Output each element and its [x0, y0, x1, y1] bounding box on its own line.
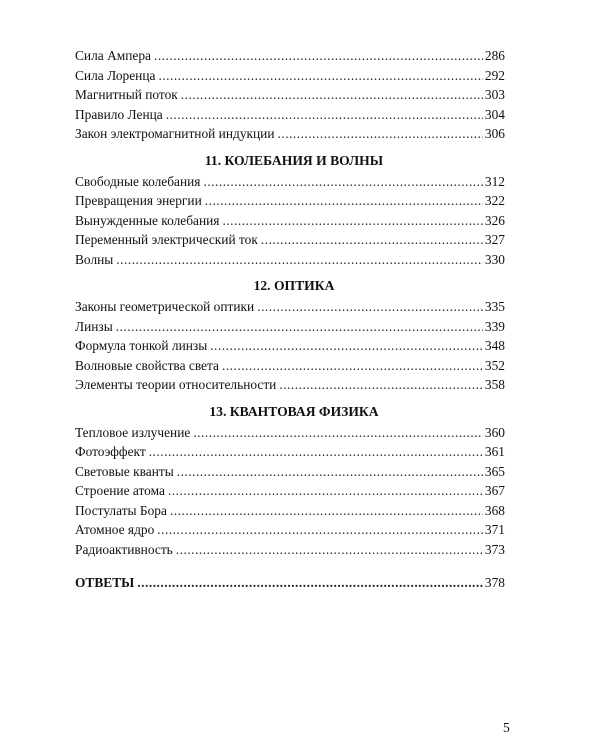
- toc-entry-title: Атомное ядро: [75, 522, 155, 537]
- toc-leader-dots: [205, 191, 483, 211]
- table-of-contents: [75, 46, 505, 593]
- toc-entry-title: Волны: [75, 251, 114, 267]
- toc-entry: [75, 124, 505, 144]
- toc-entry-title: Свободные колебания: [75, 173, 201, 189]
- toc-leader-dots: [158, 66, 482, 86]
- toc-entry-page: 312: [484, 173, 505, 189]
- toc-entry: [75, 356, 505, 376]
- toc-entry-page: 373: [484, 541, 505, 557]
- toc-entry-page: 367: [484, 483, 505, 498]
- toc-entry-page: 322: [484, 193, 505, 208]
- toc-entry-title: Сила Ампера: [75, 48, 151, 63]
- toc-leader-dots: [157, 520, 483, 540]
- toc-entry-page: 339: [484, 318, 505, 334]
- toc-entry-title: ОТВЕТЫ: [75, 575, 135, 590]
- toc-entry-title: Линзы: [75, 318, 113, 334]
- toc-entry: [75, 191, 505, 211]
- toc-entry: [75, 336, 505, 356]
- toc-leader-dots: [166, 105, 483, 125]
- toc-entry-title: Магнитный поток: [75, 87, 178, 102]
- toc-entry: [75, 317, 505, 337]
- toc-entry-page: 330: [484, 251, 505, 267]
- toc-leader-dots: [137, 573, 483, 593]
- toc-entry: [75, 66, 505, 86]
- toc-entry-title: Переменный электрический ток: [75, 232, 258, 247]
- toc-entry-page: 304: [484, 106, 505, 122]
- toc-entry-title: Тепловое излучение: [75, 424, 191, 440]
- toc-entry-title: Световые кванты: [75, 463, 174, 479]
- toc-entry-title: Правило Ленца: [75, 106, 163, 122]
- toc-entry-page: 286: [484, 48, 505, 63]
- section-heading: 12. ОПТИКА: [253, 278, 335, 293]
- toc-entry: [75, 85, 505, 105]
- toc-entry-page: 292: [484, 67, 505, 83]
- toc-leader-dots: [116, 317, 483, 337]
- toc-entry-title: Превращения энергии: [75, 193, 202, 208]
- toc-entry-page: 352: [484, 357, 505, 373]
- toc-entry: [75, 375, 505, 395]
- toc-entry: [75, 105, 505, 125]
- toc-entry: [75, 501, 505, 521]
- toc-entry-page: 306: [484, 126, 505, 141]
- toc-leader-dots: [222, 211, 482, 231]
- toc-entry-title: Сила Лоренца: [75, 67, 156, 83]
- toc-entry: [75, 442, 505, 462]
- toc-entry: [75, 46, 505, 66]
- toc-entry-page: 348: [484, 338, 505, 353]
- toc-leader-dots: [168, 481, 483, 501]
- toc-leader-dots: [154, 46, 483, 66]
- toc-entry-page: 335: [484, 299, 505, 314]
- toc-entry: [75, 481, 505, 501]
- toc-leader-dots: [170, 501, 483, 521]
- toc-leader-dots: [222, 356, 483, 376]
- toc-entry-page: 365: [484, 463, 505, 479]
- section-heading: 11. КОЛЕБАНИЯ И ВОЛНЫ: [204, 152, 384, 168]
- toc-leader-dots: [181, 85, 483, 105]
- toc-entry-page: 361: [484, 444, 505, 459]
- toc-entry: [75, 250, 505, 270]
- toc-entry: [75, 423, 505, 443]
- toc-entry-title: Строение атома: [75, 483, 165, 498]
- toc-leader-dots: [177, 462, 483, 482]
- toc-leader-dots: [278, 124, 483, 144]
- toc-entry-page: 303: [484, 87, 505, 102]
- toc-leader-dots: [116, 250, 483, 270]
- page-number: 5: [503, 720, 510, 735]
- toc-entry: [75, 172, 505, 192]
- toc-entry-title: Элементы теории относительности: [75, 377, 277, 392]
- toc-entry-title: Закон электромагнитной индукции: [75, 126, 275, 141]
- toc-entry-page: 371: [484, 522, 505, 537]
- toc-leader-dots: [193, 423, 483, 443]
- toc-entry: [75, 297, 505, 317]
- toc-entry: [75, 462, 505, 482]
- toc-entry: [75, 230, 505, 250]
- toc-entry-page: 368: [484, 502, 505, 518]
- toc-entry-title: Законы геометрической оптики: [75, 299, 255, 314]
- toc-entry-title: Постулаты Бора: [75, 502, 167, 518]
- toc-entry-title: Волновые свойства света: [75, 357, 219, 373]
- toc-entry-page: 326: [484, 212, 505, 228]
- section-heading: 13. КВАНТОВАЯ ФИЗИКА: [209, 403, 379, 419]
- toc-entry-title: Формула тонкой линзы: [75, 338, 208, 353]
- toc-leader-dots: [257, 297, 483, 317]
- toc-entry: [75, 520, 505, 540]
- toc-leader-dots: [210, 336, 483, 356]
- toc-leader-dots: [279, 375, 483, 395]
- toc-entry-title: Радиоактивность: [75, 541, 173, 557]
- toc-entry: [75, 540, 505, 560]
- toc-entry-title: Вынужденные колебания: [75, 212, 220, 228]
- toc-leader-dots: [176, 540, 483, 560]
- toc-entry-page: 327: [484, 232, 505, 247]
- toc-entry-page: 360: [484, 424, 505, 440]
- toc-entry-page: 358: [484, 377, 505, 392]
- toc-leader-dots: [149, 442, 483, 462]
- toc-leader-dots: [203, 172, 482, 192]
- toc-entry: [75, 211, 505, 231]
- toc-leader-dots: [261, 230, 483, 250]
- toc-entry-page: 378: [484, 575, 505, 590]
- toc-entry-answers: [75, 573, 505, 593]
- toc-entry-title: Фотоэффект: [75, 444, 146, 459]
